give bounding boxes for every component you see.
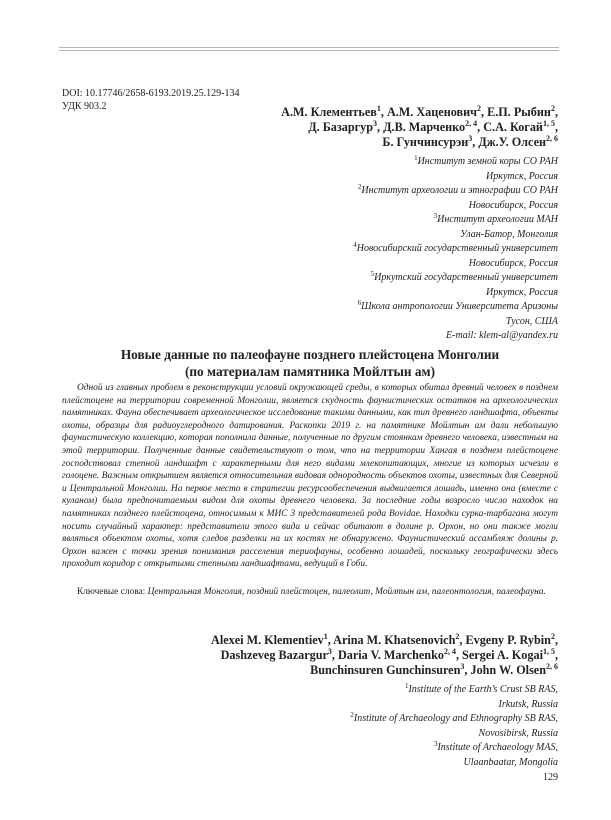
affiliation-name [353, 271, 558, 286]
author-affiliation-index: 1, 5 [542, 119, 555, 128]
affiliation-name [353, 213, 558, 228]
keywords-label: Ключевые слова: [77, 587, 148, 597]
affiliation-index: 5 [370, 270, 375, 278]
affiliation-city: Новосибирск, Россия [468, 199, 558, 211]
affiliations-en [350, 683, 558, 770]
affiliation-name [353, 300, 558, 315]
authors-ru [281, 105, 558, 150]
author-affiliation-index: 1 [323, 632, 328, 641]
affiliation-city: Ulaanbaatar, Mongolia [463, 756, 558, 768]
author-affiliation-index: 2, 4 [443, 647, 456, 656]
affiliation-name [350, 683, 558, 698]
affiliation-name [353, 184, 558, 199]
author-name: Д. Базаргур [308, 120, 374, 134]
author-name: Daria V. Marchenko [337, 648, 444, 662]
affiliation-city: Тусон, США [505, 315, 558, 327]
affiliation-institution: Институт археологии МАН [437, 214, 558, 225]
page-number: 129 [543, 772, 558, 783]
doi-block [62, 88, 240, 113]
author-affiliation-index: 2, 4 [465, 119, 478, 128]
contact-email: E-mail: klem-al@yandex.ru [446, 330, 558, 341]
keywords [62, 586, 558, 599]
author-name: Dashzeveg Bazargur [220, 648, 328, 662]
title-line-1: Новые данные по палеофауне позднего плейстоцена Монголии [120, 347, 500, 362]
affiliation-institution: Новосибирский государственный университет [356, 243, 558, 254]
abstract: Одной из главных проблем в реконструкции условий окружающей среды, в которых обитал древний человек в позднем плейстоцене на территории современной Монголии, является скудность фаунистических остатков на археологических памятниках. Фауна обеспечивает археологическое исследование такими данными, как тип древнего ландшафта, объекты охоты, образцы для радиоуглеродного датирования. Раскопки 2019 г. на памятнике Мойлтын ам дали небольшую фаунистическую коллекцию, которая пополнила данные, полученные по другим стоянкам древнего человека, известным на этой территории. Полученные данные свидетельствуют о том, что на территории Хангая в позднем плейстоцене господствовал степной ландшафт с характерными для него видами млекопитающих, многие из которых исчезли в голоцене. Важным открытием является относительная видовая однородность объектов охоты, известных для Северной и Центральной Монголии. На первое место в стратегии ресурсообеспечения выдвигается лошадь, именно она (вместе с куланом) была предпочитаемым видом для охоты древнего человека. За последние годы возросло число находок на памятниках позднего плейстоцена, относимым к МИС 3 представителей рода Bovidae. Находки сурка-тарбагана могут носить случайный характер: представители этого вида и сейчас обитают в долине р. Орхон, но они также могли являться объектом охоты, хотя следов разделки на их костях не обнаружено. Фаунистический ассамбляж долины р. Орхон важен с точки зрения понимания расселения териофауны, особенно лошадей, поскольку географически здесь проходит коридор с открытыми степными ландшафтами, ведущий в Гоби. [62, 383, 558, 570]
affiliation-institution: Школа антропологии Университета Аризоны [361, 301, 558, 312]
affiliation-index: 3 [433, 740, 438, 748]
author-name: Б. Гунчинсурэн [382, 135, 469, 149]
article-title [62, 346, 558, 380]
author-line: Б. Гунчинсурэн$^3$, Дж.У. Олсен$^{2, 6}$ [382, 134, 558, 149]
author-line: Dashzeveg Bazargur$^3$, Daria V. Marchenko$^{2, 4}$, Sergei A. Kogai$^{1, 5}$, [220, 647, 558, 662]
author-name: Е.П. Рыбин [487, 105, 551, 119]
keywords-list: Центральная Монголия, поздний плейстоцен, палеолит, Мойлтын ам, палеонтология, палеофауна. [147, 587, 546, 597]
author-affiliation-index: 1 [376, 104, 381, 113]
authors-en [211, 633, 558, 678]
author-name: Sergei A. Kogai [462, 648, 543, 662]
author-affiliation-index: 3 [373, 119, 378, 128]
author-affiliation-index: 1, 5 [542, 647, 555, 656]
affiliation-index: 1 [414, 154, 418, 162]
affiliation-city: Иркутск, Россия [486, 286, 558, 298]
affiliation-index: 1 [404, 682, 409, 690]
affiliation-city: Иркутск, Россия [486, 170, 558, 182]
author-affiliation-index: 2 [455, 632, 460, 641]
affiliation-index: 6 [357, 299, 362, 307]
header-rule-bottom [59, 50, 559, 51]
udc: УДК 903.2 [62, 100, 107, 112]
doi: DOI: 10.17746/2658-6193.2019.25.129-134 [62, 88, 240, 99]
author-name: Alexei M. Klementiev [211, 633, 324, 647]
affiliation-institution: Иркутский государственный университет [374, 272, 558, 283]
author-name: А.М. Клементьев [281, 105, 377, 119]
author-name: Дж.У. Олсен [478, 135, 546, 149]
affiliation-index: 2 [357, 183, 362, 191]
author-name: С.А. Когай [483, 120, 543, 134]
affiliation-city: Новосибирск, Россия [468, 257, 558, 269]
author-line: А.М. Клементьев$^1$, А.М. Хаценович$^2$, Е.П. Рыбин$^2$, [281, 104, 558, 119]
affiliation-index: 4 [353, 241, 357, 249]
author-affiliation-index: 2 [550, 632, 555, 641]
affiliations-ru [353, 155, 558, 344]
author-affiliation-index: 3 [468, 134, 473, 143]
author-affiliation-index: 2, 6 [546, 134, 558, 143]
author-affiliation-index: 2 [550, 104, 555, 113]
author-name: Bunchinsuren Gunchinsuren [310, 663, 461, 677]
author-affiliation-index: 2 [477, 104, 481, 113]
affiliation-name [353, 155, 558, 170]
affiliation-city: Улан-Батор, Монголия [460, 228, 558, 240]
author-name: Arina M. Khatsenovich [333, 633, 456, 647]
author-line: Bunchinsuren Gunchinsuren$^3$, John W. Olsen$^{2, 6}$ [310, 662, 558, 677]
affiliation-institution: Institute of the Earth’s Crust SB RAS, [408, 684, 558, 695]
affiliation-name [350, 712, 558, 727]
author-affiliation-index: 3 [327, 647, 332, 656]
affiliation-institution: Institute of Archaeology MAS, [437, 742, 558, 753]
author-name: John W. Olsen [470, 663, 546, 677]
affiliation-name [350, 741, 558, 756]
affiliation-institution: Institute of Archaeology and Ethnography SB RAS, [353, 713, 558, 724]
author-line: Д. Базаргур$^3$, Д.В. Марченко$^{2, 4}$, С.А. Когай$^{1, 5}$, [308, 119, 558, 134]
affiliation-institution: Институт археологии и этнографии СО РАН [361, 185, 558, 196]
author-name: Evgeny P. Rybin [465, 633, 551, 647]
author-name: Д.В. Марченко [383, 120, 466, 134]
affiliation-index: 2 [350, 711, 354, 719]
author-name: А.М. Хаценович [386, 105, 477, 119]
affiliation-institution: Институт земной коры СО РАН [417, 156, 558, 167]
author-affiliation-index: 3 [460, 662, 465, 671]
affiliation-index: 3 [433, 212, 438, 220]
title-line-2: (по материалам памятника Мойлтын ам) [184, 364, 436, 379]
author-affiliation-index: 2, 6 [546, 662, 558, 671]
affiliation-city: Novosibirsk, Russia [478, 727, 558, 739]
header-rule-top [59, 47, 559, 48]
author-line: Alexei M. Klementiev$^1$, Arina M. Khatsenovich$^2$, Evgeny P. Rybin$^2$, [211, 632, 558, 647]
affiliation-city: Irkutsk, Russia [498, 698, 558, 710]
affiliation-name [353, 242, 558, 257]
